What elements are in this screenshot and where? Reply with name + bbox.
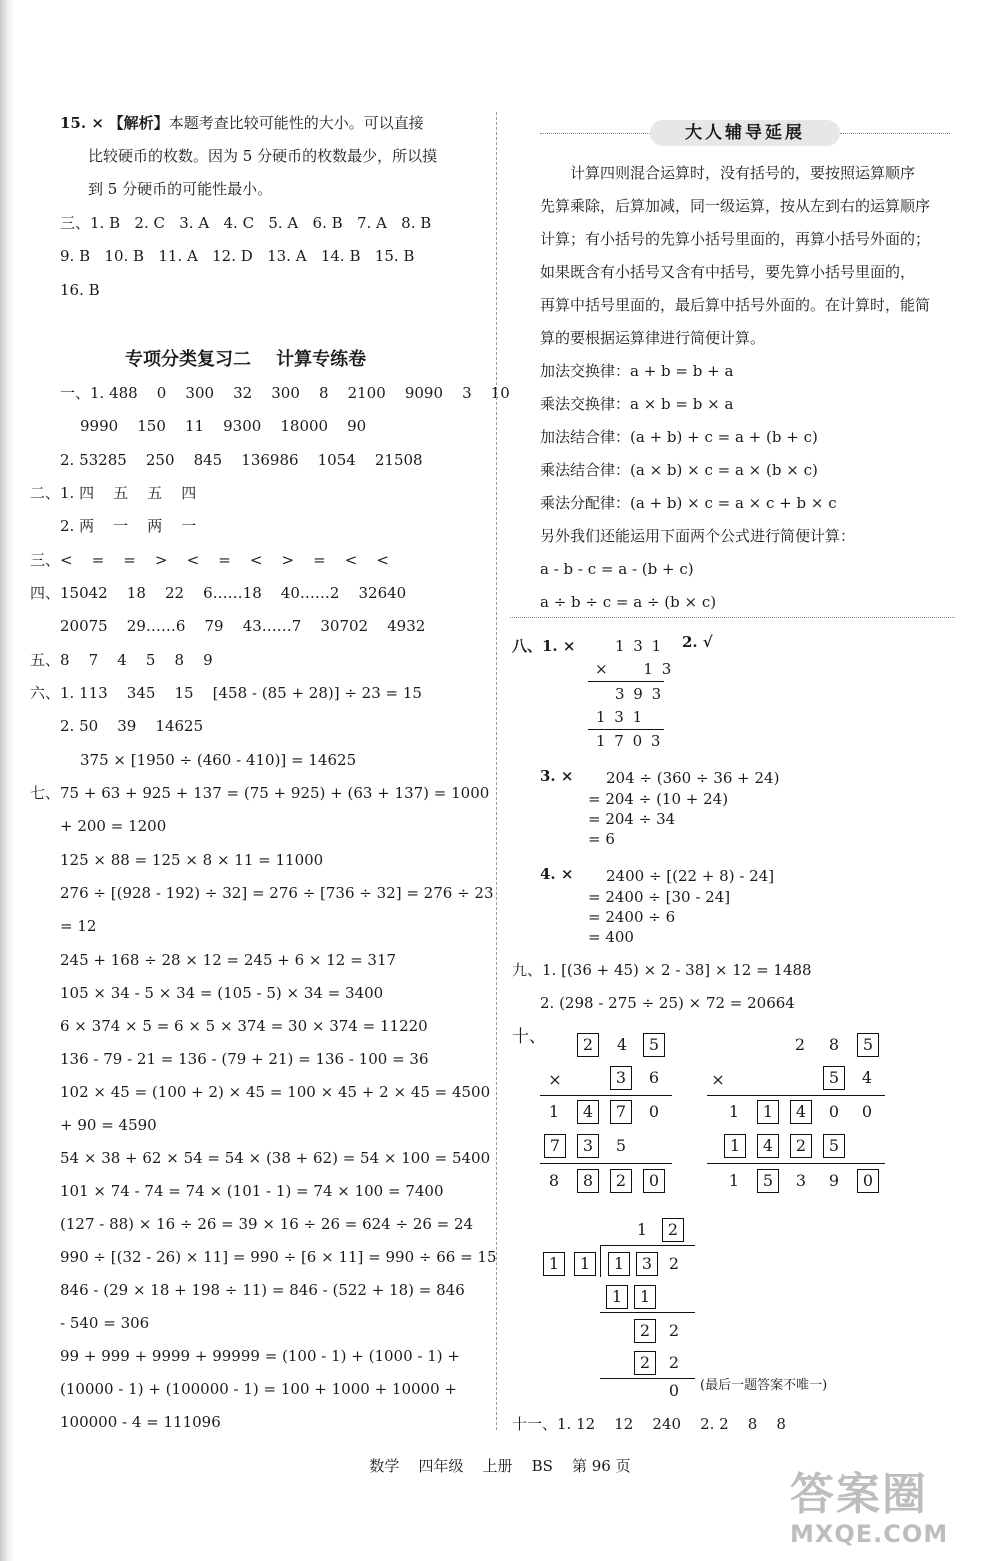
q15-line1: 15. × 【解析】本题考查比较可能性的大小。可以直接 (60, 114, 424, 132)
digit: 1 (548, 1102, 560, 1121)
ba-q4-label: 4. × (540, 865, 574, 883)
quotient-digit: 1 (636, 1220, 648, 1239)
digit: 2 (794, 1035, 806, 1054)
tip-banner: 大人辅导延展 (650, 120, 840, 146)
answer-line-san-1: 三、1. B 2. C 3. A 4. C 5. A 6. B 7. A 8. B (60, 214, 432, 232)
page-edge-shadow (0, 0, 14, 1561)
answer-box: 2 (790, 1134, 812, 1158)
division-rule (600, 1312, 695, 1313)
answer-line: 990 ÷ [(32 - 26) × 11] = 990 ÷ [6 × 11] = 990 ÷ 66 = 15 (60, 1248, 497, 1266)
calc-line: = 204 ÷ 34 (588, 810, 676, 828)
answer-box: 5 (643, 1033, 665, 1057)
answer-line: 276 ÷ [(928 - 192) ÷ 32] = 276 ÷ [736 ÷ 32] = 276 ÷ 23 (60, 884, 494, 902)
answer-line: 102 × 45 = (100 + 2) × 45 = 100 × 45 + 2 × 45 = 4500 (60, 1083, 491, 1101)
answer-line: 9990 150 11 9300 18000 90 (80, 417, 367, 435)
digit: 1 (728, 1171, 740, 1190)
answer-line: 125 × 88 = 125 × 8 × 11 = 11000 (60, 851, 324, 869)
answer-line: 105 × 34 - 5 × 34 = (105 - 5) × 34 = 3400 (60, 984, 384, 1002)
calc-line: = 204 ÷ (10 + 24) (588, 790, 729, 808)
answer-line: 一、1. 488 0 300 32 300 8 2100 9090 3 10 (60, 384, 510, 402)
answer-box: 1 (608, 1252, 630, 1276)
answer-box: 7 (610, 1100, 632, 1124)
mult-rule (588, 729, 664, 730)
mult-rule (540, 1095, 672, 1096)
digit: 2 (668, 1321, 680, 1340)
tip-line: 加法结合律：(a + b) + c = a + (b + c) (540, 428, 818, 446)
banner-rule-right (840, 133, 950, 134)
digit: 8 (548, 1171, 560, 1190)
calc-line: = 2400 ÷ 6 (588, 908, 676, 926)
answer-box: 5 (823, 1066, 845, 1090)
digit: 0 (828, 1102, 840, 1121)
answer-box: 2 (634, 1319, 656, 1343)
answer-line: 846 - (29 × 18 + 198 ÷ 11) = 846 - (522 + 18) = 846 (60, 1281, 465, 1299)
answer-box: 1 (574, 1252, 596, 1276)
answer-line: 99 + 999 + 9999 + 99999 = (100 - 1) + (1000 - 1) + (60, 1347, 460, 1365)
shiyi-line: 十一、1. 12 12 240 2. 2 8 8 (512, 1415, 786, 1433)
answer-line: 375 × [1950 ÷ (460 - 410)] = 14625 (80, 751, 357, 769)
mult-line: × 1 3 (595, 660, 674, 678)
tip-bottom-rule (510, 617, 955, 618)
answer-box: 4 (757, 1134, 779, 1158)
digit: 0 (861, 1102, 873, 1121)
division-rule (600, 1378, 695, 1379)
tip-line: 计算四则混合运算时，没有括号的，要按照运算顺序 (570, 164, 916, 182)
answer-line: 二、1. 四 五 五 四 (30, 484, 197, 502)
answer-line: 七、75 + 63 + 925 + 137 = (75 + 925) + (63 + 137) = 1000 (30, 784, 490, 802)
tip-line: 另外我们还能运用下面两个公式进行简便计算： (540, 527, 856, 545)
answer-box: 1 (634, 1285, 656, 1309)
tip-line: 加法交换律：a + b = b + a (540, 362, 734, 380)
jiu-line: 2. (298 - 275 ÷ 25) × 72 = 20664 (540, 994, 795, 1012)
jiu-line: 九、1. [(36 + 45) × 2 - 38] × 12 = 1488 (512, 961, 812, 979)
answer-box: 2 (610, 1169, 632, 1193)
answer-line: + 200 = 1200 (60, 817, 167, 835)
ba-q3-label: 3. × (540, 767, 574, 785)
calc-line: = 6 (588, 830, 615, 848)
answer-line: 6 × 374 × 5 = 6 × 5 × 374 = 30 × 374 = 11220 (60, 1017, 428, 1035)
answer-box: 0 (857, 1169, 879, 1193)
digit: 2 (668, 1254, 680, 1273)
answer-line: 五、8 7 4 5 8 9 (30, 651, 213, 669)
tip-line: 乘法交换律：a × b = b × a (540, 395, 734, 413)
tip-line: 计算；有小括号的先算小括号里面的，再算小括号外面的； (540, 230, 931, 248)
division-bracket (600, 1245, 601, 1277)
times-sign: × (548, 1070, 562, 1089)
calc-line: 2400 ÷ [(22 + 8) - 24] (606, 867, 775, 885)
answer-box: 3 (577, 1134, 599, 1158)
watermark-url: MXQE.COM (790, 1520, 949, 1548)
answer-box: 4 (577, 1100, 599, 1124)
watermark-text: 答案圈 (790, 1469, 928, 1520)
mult-line: 1 3 1 (615, 637, 664, 655)
answer-line: (10000 - 1) + (100000 - 1) = 100 + 1000 + 10000 + (60, 1380, 457, 1398)
answer-box: 1 (543, 1252, 565, 1276)
digit: 4 (616, 1035, 628, 1054)
answer-box: 0 (643, 1169, 665, 1193)
section-title: 专项分类复习二 计算专练卷 (125, 349, 367, 370)
tip-line: 先算乘除，后算加减，同一级运算，按从左到右的运算顺序 (540, 197, 931, 215)
tip-line: a - b - c = a - (b + c) (540, 560, 694, 578)
answer-line-san-3: 16. B (60, 281, 100, 299)
q15-line2: 比较硬币的枚数。因为 5 分硬币的枚数最少，所以摸 (88, 147, 438, 165)
answer-box: 5 (857, 1033, 879, 1057)
answer-box: 2 (577, 1033, 599, 1057)
shi-label: 十、 (512, 1027, 546, 1047)
calc-line: 204 ÷ (360 ÷ 36 + 24) (606, 769, 780, 787)
page-footer: 数学 四年级 上册 BS 第 96 页 (369, 1457, 631, 1475)
tip-line: 如果既含有小括号又含有中括号，要先算小括号里面的， (540, 263, 916, 281)
answer-box: 2 (662, 1218, 684, 1242)
tip-line: 再算中括号里面的，最后算中括号外面的。在计算时，能简 (540, 296, 931, 314)
answer-box: 7 (544, 1134, 566, 1158)
answer-line: 20075 29……6 79 43……7 30702 4932 (60, 617, 426, 635)
answer-line: (127 - 88) × 16 ÷ 26 = 39 × 16 ÷ 26 = 624 ÷ 26 = 24 (60, 1215, 474, 1233)
answer-box: 5 (823, 1134, 845, 1158)
mult-rule (707, 1163, 885, 1164)
answer-box: 3 (636, 1252, 658, 1276)
answer-line: 100000 - 4 = 111096 (60, 1413, 221, 1431)
answer-line: 136 - 79 - 21 = 136 - (79 + 21) = 136 - 100 = 36 (60, 1050, 429, 1068)
answer-box: 1 (606, 1285, 628, 1309)
column-divider (496, 112, 497, 1430)
calc-line: = 400 (588, 928, 634, 946)
division-bar (600, 1245, 695, 1246)
answer-box: 3 (610, 1066, 632, 1090)
answer-box: 4 (790, 1100, 812, 1124)
mult-line: 3 9 3 (615, 685, 664, 703)
answer-line: 六、1. 113 345 15 [458 - (85 + 28)] ÷ 23 = 15 (30, 684, 422, 702)
mult-rule (707, 1095, 885, 1096)
answer-box: 2 (634, 1351, 656, 1375)
answer-box: 5 (757, 1169, 779, 1193)
digit: 8 (828, 1035, 840, 1054)
mult-rule (540, 1163, 672, 1164)
answer-line: 101 × 74 - 74 = 74 × (101 - 1) = 74 × 100 = 7400 (60, 1182, 444, 1200)
digit: 6 (648, 1068, 660, 1087)
answer-box: 1 (757, 1100, 779, 1124)
tip-line: 乘法结合律：(a × b) × c = a × (b × c) (540, 461, 818, 479)
answer-note: (最后一题答案不唯一) (700, 1378, 828, 1393)
ba-q2: 2. √ (682, 633, 713, 651)
digit: 4 (861, 1068, 873, 1087)
answer-line: 三、< = = > < = < > = < < (30, 551, 389, 569)
ba-label: 八、1. × (512, 637, 576, 655)
answer-line: 四、15042 18 22 6……18 40……2 32640 (30, 584, 407, 602)
answer-box: 8 (577, 1169, 599, 1193)
digit: 2 (668, 1353, 680, 1372)
answer-line: 2. 两 一 两 一 (60, 517, 197, 535)
answer-line: + 90 = 4590 (60, 1116, 157, 1134)
mult-rule (588, 681, 664, 682)
mult-line: 1 3 1 (596, 708, 645, 726)
mult-line: 1 7 0 3 (596, 732, 663, 750)
digit: 0 (648, 1102, 660, 1121)
remainder-digit: 0 (668, 1381, 680, 1400)
answer-line: = 12 (60, 917, 97, 935)
banner-rule-left (540, 133, 650, 134)
answer-box: 1 (724, 1134, 746, 1158)
answer-line: 2. 53285 250 845 136986 1054 21508 (60, 451, 423, 469)
digit: 1 (728, 1102, 740, 1121)
tip-line: 乘法分配律：(a + b) × c = a × c + b × c (540, 494, 837, 512)
tip-line: a ÷ b ÷ c = a ÷ (b × c) (540, 593, 717, 611)
answer-line: 2. 50 39 14625 (60, 717, 204, 735)
answer-line: 245 + 168 ÷ 28 × 12 = 245 + 6 × 12 = 317 (60, 951, 397, 969)
q15-line3: 到 5 分硬币的可能性最小。 (88, 180, 273, 198)
digit: 5 (615, 1136, 627, 1155)
answer-line: - 540 = 306 (60, 1314, 150, 1332)
answer-line-san-2: 9. B 10. B 11. A 12. D 13. A 14. B 15. B (60, 247, 415, 265)
times-sign: × (711, 1070, 725, 1089)
calc-line: = 2400 ÷ [30 - 24] (588, 888, 731, 906)
watermark-logo (790, 1470, 980, 1550)
digit: 3 (795, 1171, 807, 1190)
answer-line: 54 × 38 + 62 × 54 = 54 × (38 + 62) = 54 × 100 = 5400 (60, 1149, 491, 1167)
tip-line: 算的要根据运算律进行简便计算。 (540, 329, 766, 347)
digit: 9 (828, 1171, 840, 1190)
